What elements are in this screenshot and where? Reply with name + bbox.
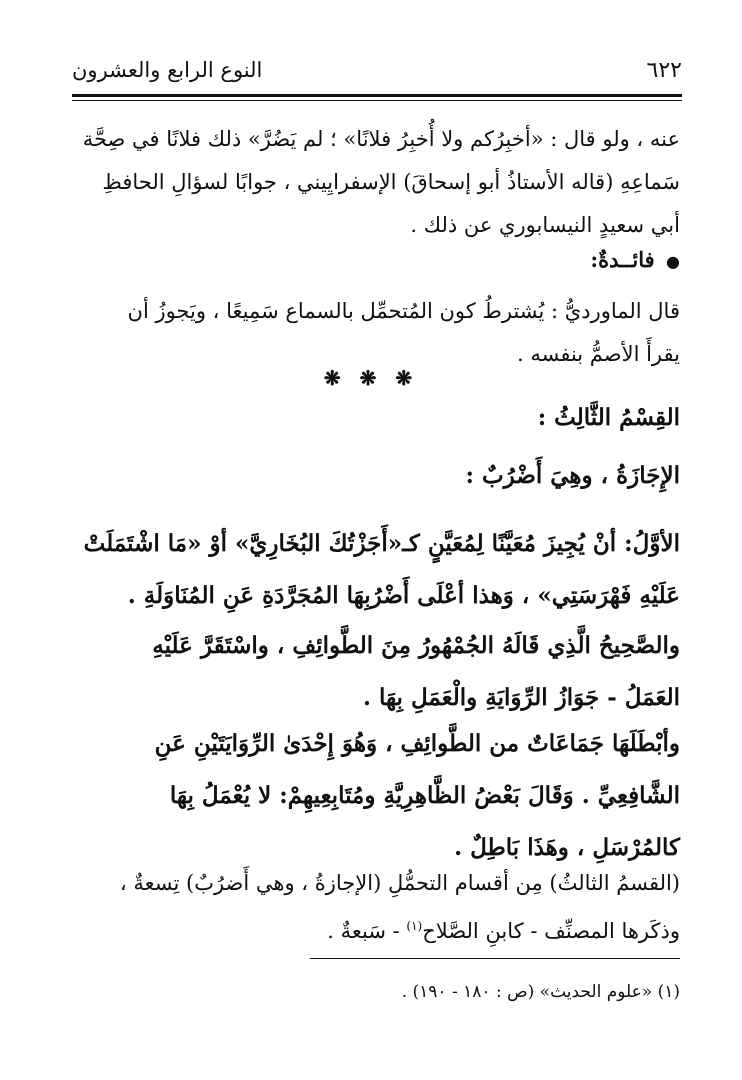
text-line: سَماعِهِ (قاله الأستاذُ أبو إسحاقَ) الإسفرايِيني ، جوابًا لسؤالِ الحافظِ <box>102 170 680 194</box>
bullet-icon: ● <box>666 252 680 271</box>
page-header <box>72 52 682 92</box>
text-line: والصَّحِيحُ الَّذِي قَالَهُ الجُمْهُورُ مِنَ الطَّوائِفِ ، واسْتَقَرَّ عَلَيْهِ <box>152 632 680 659</box>
header-rule-thin <box>72 100 682 101</box>
header-rule-thick <box>72 94 682 97</box>
commentary-paragraph-3 <box>74 862 680 953</box>
section-heading: القِسْمُ الثَّالِثُ : <box>537 404 680 431</box>
text-line: (القسمُ الثالثُ) مِن أقسام التحمُّلِ (الإجازةُ ، وهي أَضرُبٌ) تِسعةٌ ، <box>119 871 680 895</box>
section-intro: الإِجَازَةُ ، وهِيَ أَضْرُبٌ : <box>465 462 680 489</box>
footnote: (١) «علوم الحديث» (ص : ١٨٠ - ١٩٠) . <box>401 982 680 1002</box>
commentary-paragraph-2 <box>74 290 680 376</box>
text-segment: - سَبعةٌ . <box>327 919 407 943</box>
text-line: عنه ، ولو قال : «أخبِرُكم ولا أُخبِرُ فلانًا» ؛ لم يَضُرَّ» ذلك فلانًا في صِحَّة <box>82 127 680 151</box>
section-separator: ❋ ❋ ❋ <box>323 366 419 390</box>
text-line: العَمَلُ - جَوَازُ الرِّوَايَةِ والْعَمَلِ بِهَا . <box>362 684 680 711</box>
text-line: وأبْطَلَهَا جَمَاعَاتٌ من الطَّوائِفِ ، وَهُوَ إِحْدَىٰ الرِّوَايَتَيْنِ عَنِ <box>154 730 680 757</box>
running-title: النوع الرابع والعشرون <box>72 58 263 82</box>
benefit-heading-text: فائــدةٌ: <box>590 247 655 272</box>
commentary-paragraph-1 <box>74 118 680 247</box>
page-number: ٦٢٢ <box>646 58 682 83</box>
text-line: أبي سعيدٍ النيسابوري عن ذلك . <box>410 213 680 237</box>
text-line <box>74 905 680 953</box>
text-line: الشَّافِعِيِّ . وَقَالَ بَعْضُ الظَّاهِرِيَّةِ ومُتَابِعِيهِمْ: لا يُعْمَلُ بِهَا <box>169 782 680 809</box>
footnote-marker: (١) <box>406 919 423 933</box>
text-line: الأوَّلُ: أنْ يُجِيزَ مُعَيَّنًا لِمُعَيَّنٍ كـ«أَجَزْتُكَ البُخَارِيَّ» أوْ «مَا اشْتَمَلَتْ <box>83 530 680 557</box>
benefit-heading <box>590 247 680 272</box>
text-line: كالمُرْسَلِ ، وهَذَا بَاطِلٌ . <box>454 834 680 861</box>
text-segment: وذكَرها المصنِّف - كابنِ الصَّلاح <box>422 919 680 943</box>
matn-paragraph-second <box>74 620 680 724</box>
footnote-rule <box>310 958 680 959</box>
text-line: قال الماورديُّ : يُشترطُ كون المُتحمِّل بالسماع سَمِيعًا ، ويَجوزُ أن <box>127 299 680 323</box>
text-line: عَلَيْهِ فَهْرَسَتِي» ، وَهذا أعْلَى أَضْرُبِهَا المُجَرَّدَةِ عَنِ المُنَاوَلَةِ . <box>127 582 680 609</box>
text-line: يقرأَ الأصمُّ بنفسه . <box>516 342 680 366</box>
matn-paragraph-first <box>74 518 680 622</box>
matn-paragraph-third <box>74 718 680 874</box>
